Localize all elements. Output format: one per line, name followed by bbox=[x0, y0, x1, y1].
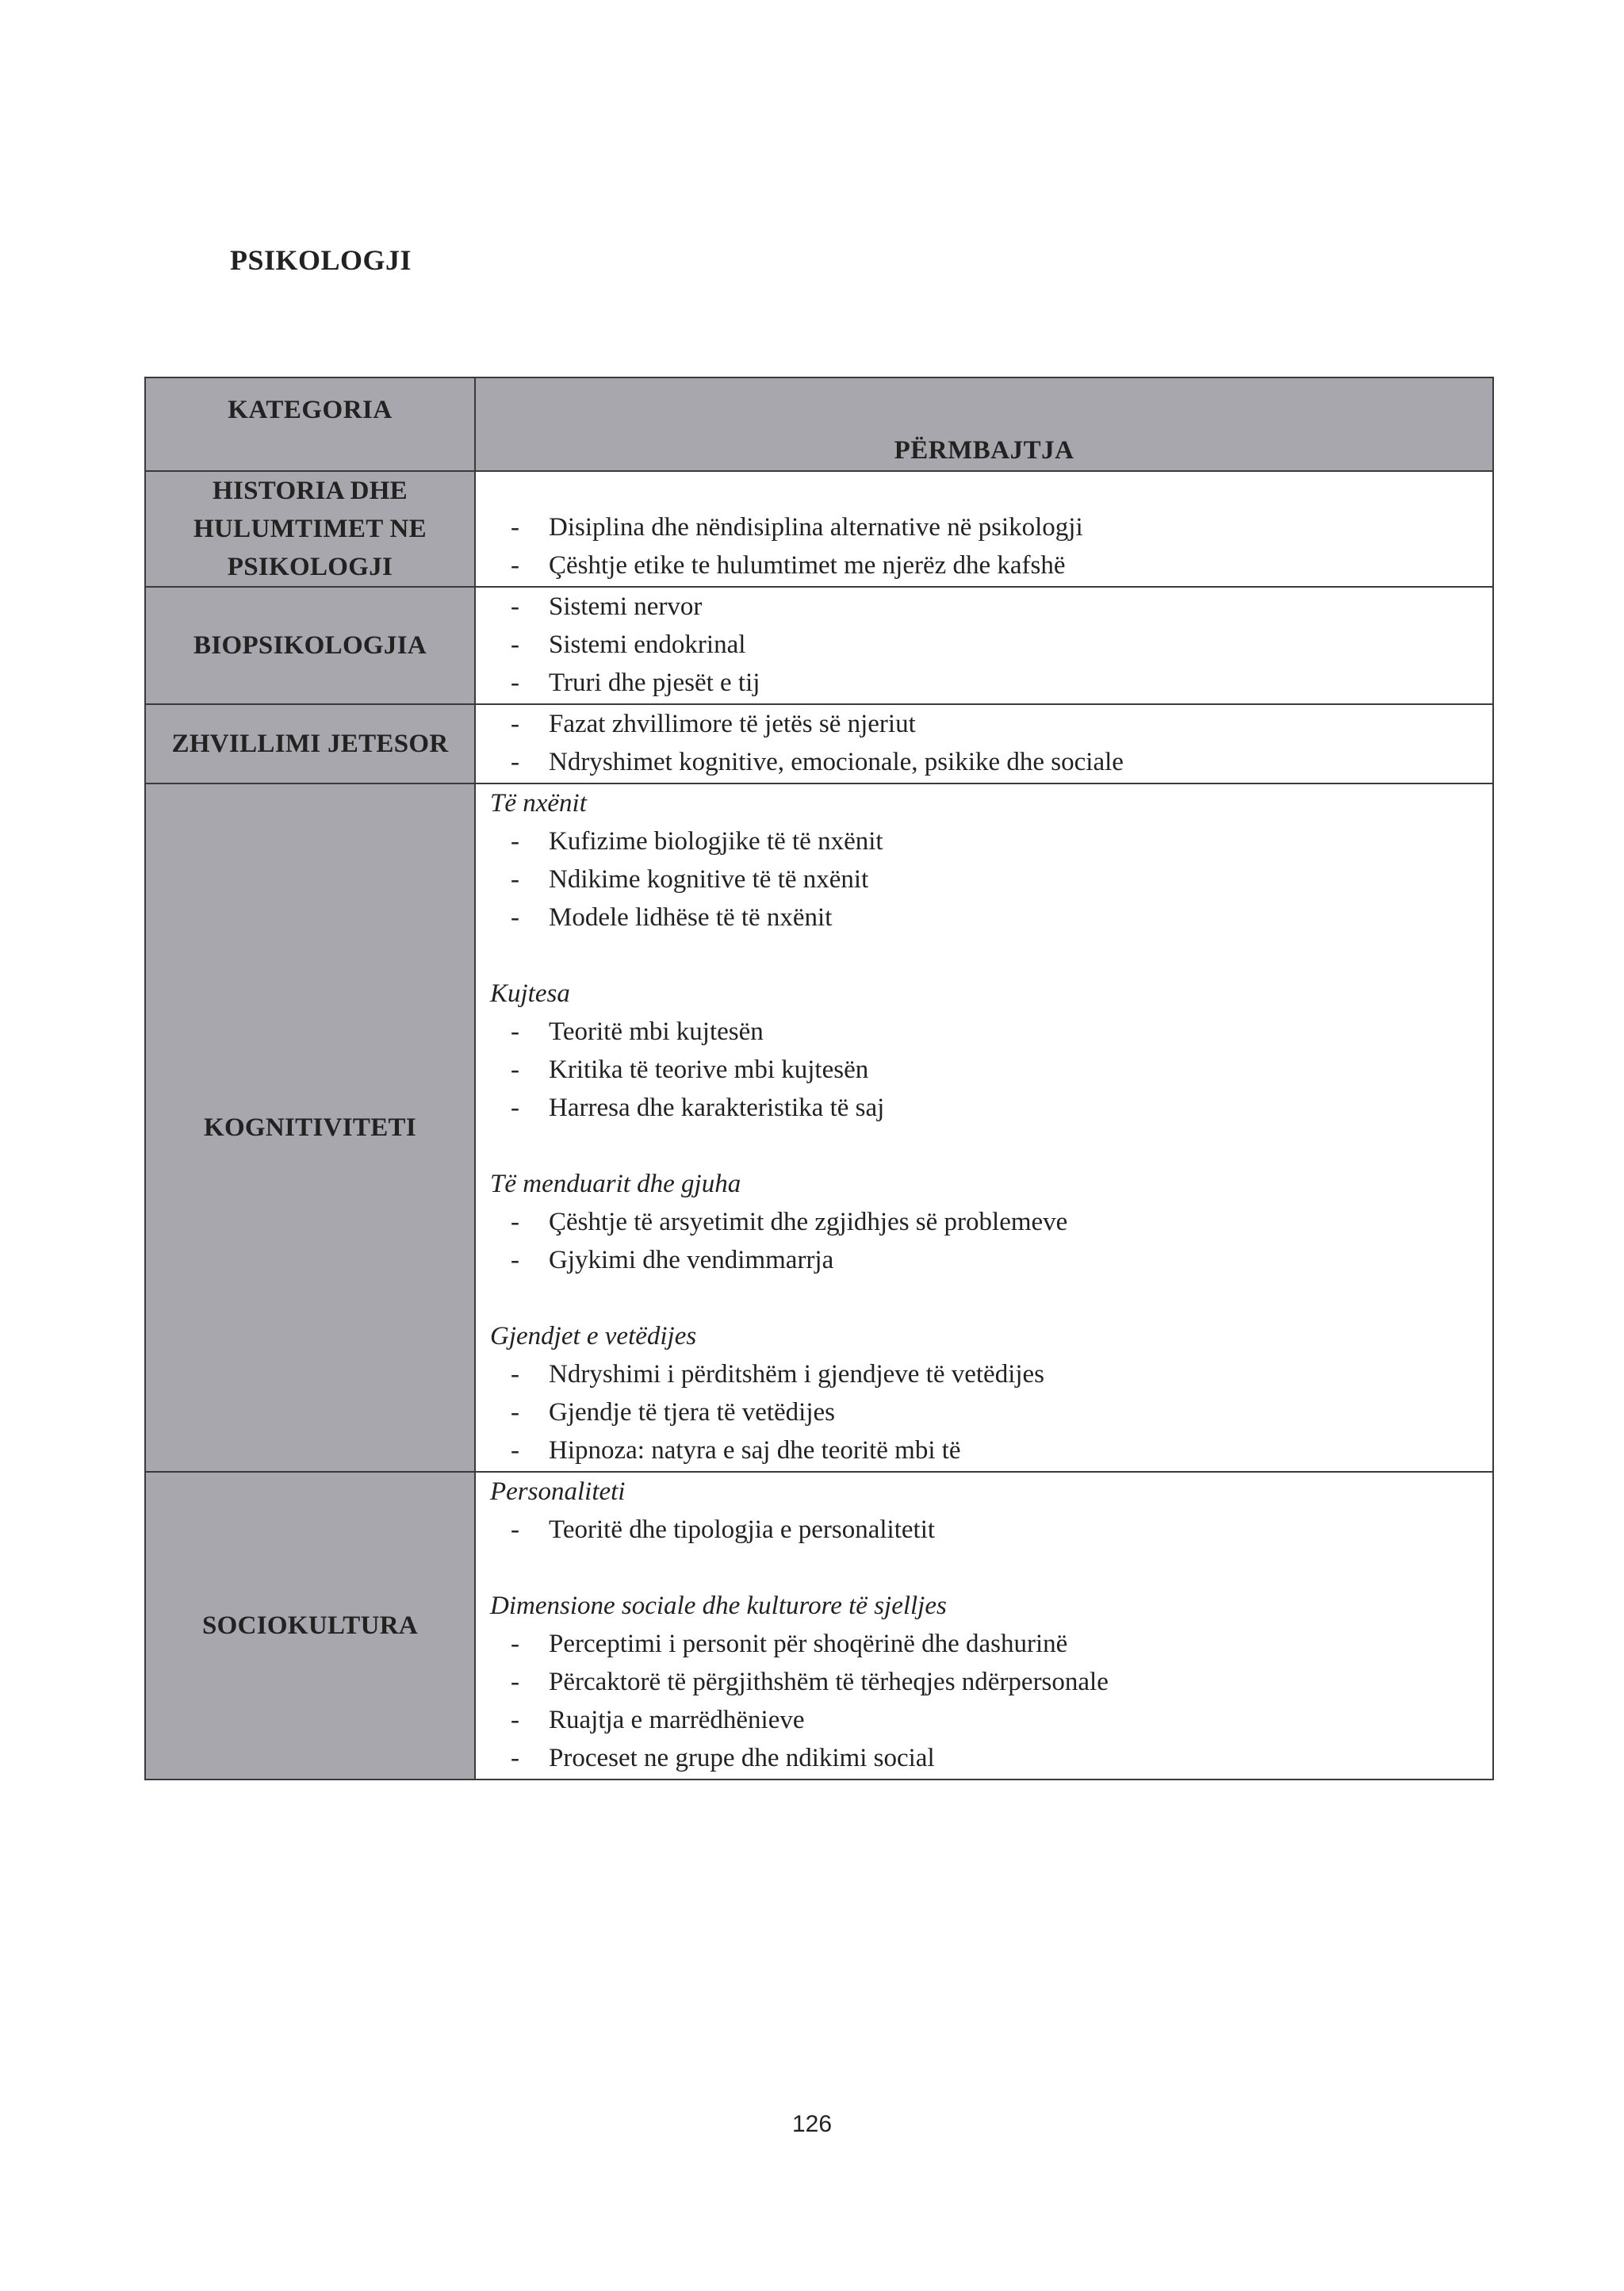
content-cell bbox=[475, 471, 1493, 587]
category-cell bbox=[145, 587, 475, 704]
content-cell bbox=[475, 704, 1493, 783]
list-item: - Gjendje të tjera të vetëdijes bbox=[511, 1398, 836, 1427]
list-item: - Çështje të arsyetimit dhe zgjidhjes së problemeve bbox=[511, 1208, 1068, 1236]
header-category: KATEGORIA bbox=[145, 377, 475, 471]
content-cell bbox=[475, 587, 1493, 704]
content-cell bbox=[475, 1472, 1493, 1780]
content-cell bbox=[475, 783, 1493, 1472]
group-label: Dimensione sociale dhe kulturore të sjelljes bbox=[490, 1592, 947, 1620]
group-label: Kujtesa bbox=[490, 979, 570, 1008]
group-label: Gjendjet e vetëdijes bbox=[490, 1322, 697, 1350]
list-item: - Sistemi nervor bbox=[511, 592, 703, 621]
item-list bbox=[476, 1013, 1492, 1127]
list-item: - Proceset ne grupe dhe ndikimi social bbox=[511, 1744, 935, 1772]
list-item: - Teoritë dhe tipologjia e personalitetit bbox=[511, 1515, 936, 1544]
list-item: - Ndryshimi i përditshëm i gjendjeve të vetëdijes bbox=[511, 1360, 1045, 1389]
list-item: - Sistemi endokrinal bbox=[511, 630, 746, 659]
group-label: Të menduarit dhe gjuha bbox=[490, 1170, 741, 1198]
category-line: HISTORIA DHE bbox=[213, 477, 408, 505]
item-list bbox=[476, 508, 1492, 584]
page-number: 126 bbox=[791, 2111, 833, 2137]
list-item: - Përcaktorë të përgjithshëm të tërheqjes ndërpersonale bbox=[511, 1668, 1109, 1696]
item-list bbox=[476, 1355, 1492, 1469]
category-cell bbox=[145, 1472, 475, 1780]
table-header-row bbox=[145, 377, 1493, 471]
list-item: - Ruajtja e marrëdhënieve bbox=[511, 1706, 805, 1734]
list-item: - Perceptimi i personit për shoqërinë dhe dashurinë bbox=[511, 1630, 1068, 1658]
category-line: HULUMTIMET NE bbox=[193, 515, 427, 543]
category-line: ZHVILLIMI JETESOR bbox=[171, 730, 449, 758]
list-item: - Kufizime biologjike të të nxënit bbox=[511, 827, 883, 856]
table-row-sociokultura bbox=[145, 1472, 1493, 1780]
item-list bbox=[476, 588, 1492, 702]
category-line: BIOPSIKOLOGJIA bbox=[193, 631, 427, 660]
category-line: PSIKOLOGJI bbox=[227, 553, 393, 581]
group-label: Të nxënit bbox=[490, 789, 587, 818]
item-list bbox=[476, 1511, 1492, 1549]
item-list bbox=[476, 705, 1492, 781]
list-item: - Truri dhe pjesët e tij bbox=[511, 669, 760, 697]
list-item: - Ndikime kognitive të të nxënit bbox=[511, 865, 869, 894]
list-item: - Fazat zhvillimore të jetës së njeriut bbox=[511, 710, 916, 738]
category-line: SOCIOKULTURA bbox=[202, 1611, 418, 1640]
category-line: KOGNITIVITETI bbox=[204, 1113, 416, 1142]
group-label: Personaliteti bbox=[490, 1477, 626, 1506]
document-title: PSIKOLOGJI bbox=[230, 244, 412, 276]
list-item: - Çështje etike te hulumtimet me njerëz dhe kafshë bbox=[511, 551, 1066, 580]
category-cell bbox=[145, 704, 475, 783]
list-item: - Hipnoza: natyra e saj dhe teoritë mbi të bbox=[511, 1436, 961, 1465]
table-row-zhvillimi bbox=[145, 704, 1493, 783]
list-item: - Harresa dhe karakteristika të saj bbox=[511, 1094, 885, 1122]
curriculum-table bbox=[144, 377, 1494, 1780]
list-item: - Gjykimi dhe vendimmarrja bbox=[511, 1246, 834, 1274]
category-cell bbox=[145, 783, 475, 1472]
item-list bbox=[476, 1625, 1492, 1777]
list-item: - Modele lidhëse të të nxënit bbox=[511, 903, 833, 932]
list-item: - Ndryshimet kognitive, emocionale, psikike dhe sociale bbox=[511, 748, 1124, 776]
item-list bbox=[476, 1203, 1492, 1279]
table-row-kognitiviteti bbox=[145, 783, 1493, 1472]
table-row-biopsikologjia bbox=[145, 587, 1493, 704]
table-row-historia bbox=[145, 471, 1493, 587]
category-cell bbox=[145, 471, 475, 587]
list-item: - Disiplina dhe nëndisiplina alternative në psikologji bbox=[511, 513, 1083, 542]
header-content: PËRMBAJTJA bbox=[475, 377, 1493, 471]
list-item: - Teoritë mbi kujtesën bbox=[511, 1017, 764, 1046]
item-list bbox=[476, 822, 1492, 937]
list-item: - Kritika të teorive mbi kujtesën bbox=[511, 1055, 869, 1084]
